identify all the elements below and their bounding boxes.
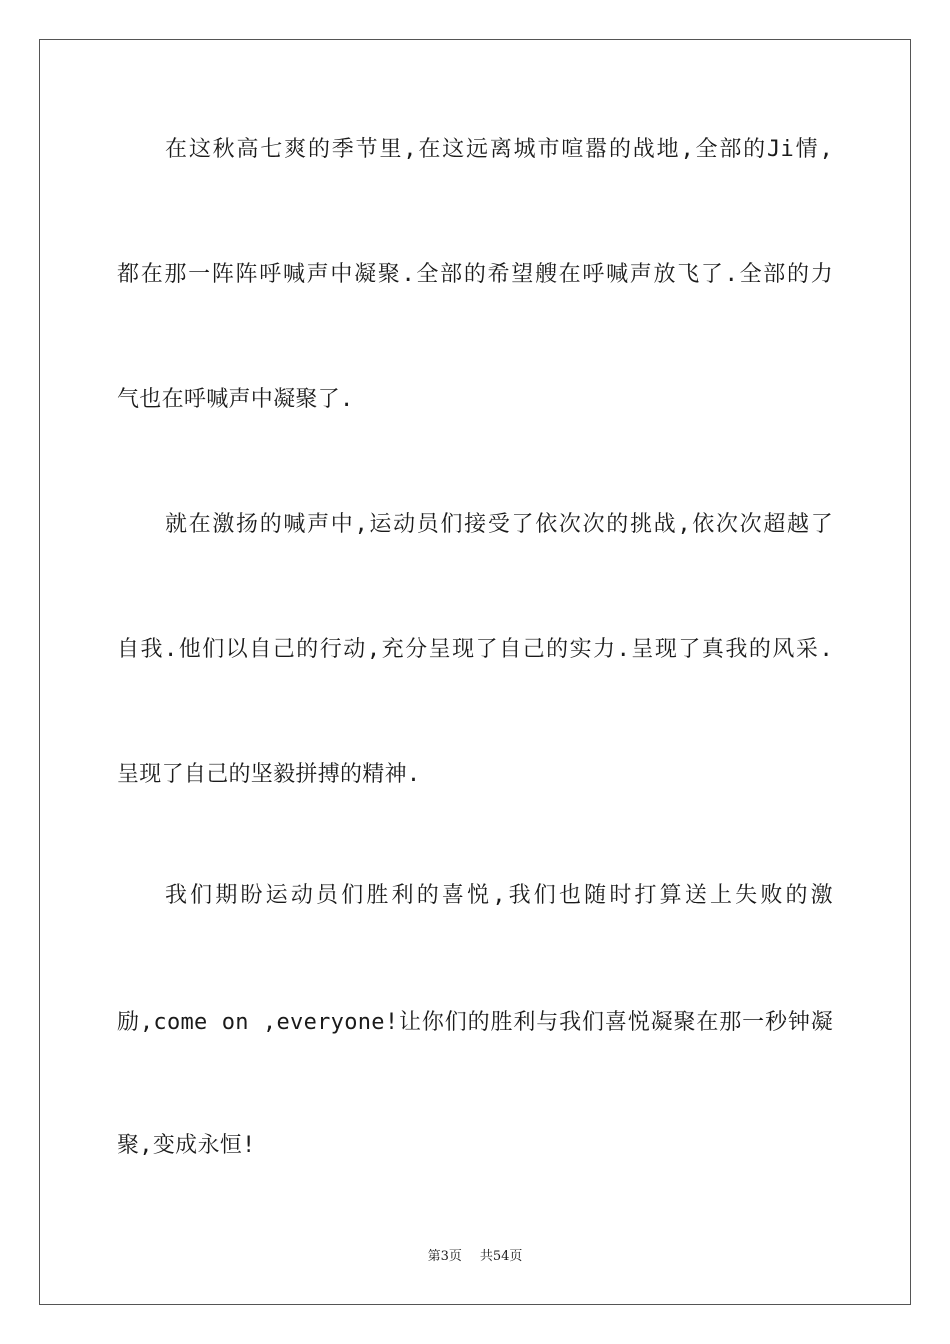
paragraph-2-line-3: 呈现了自己的坚毅拼搏的精神. — [117, 762, 421, 787]
page-number-total: 共54页 — [479, 1249, 523, 1264]
paragraph-3-line-1: 我们期盼运动员们胜利的喜悦,我们也随时打算送上失败的激 — [165, 883, 833, 908]
paragraph-1-line-1: 在这秋高七爽的季节里,在这远离城市喧嚣的战地,全部的Ji情, — [165, 137, 833, 162]
paragraph-3-line-2: 励,come on ,everyone!让你们的胜利与我们喜悦凝聚在那一秒钟凝 — [117, 1010, 833, 1035]
page-frame — [39, 39, 911, 1305]
paragraph-2-line-2: 自我.他们以自己的行动,充分呈现了自己的实力.呈现了真我的风采. — [117, 637, 833, 662]
paragraph-1-line-3: 气也在呼喊声中凝聚了. — [117, 387, 354, 412]
page-number-current: 第3页 — [427, 1249, 462, 1264]
paragraph-2-line-1: 就在激扬的喊声中,运动员们接受了依次次的挑战,依次次超越了 — [165, 512, 833, 537]
paragraph-1-line-2: 都在那一阵阵呼喊声中凝聚.全部的希望艘在呼喊声放飞了.全部的力 — [117, 262, 833, 287]
page-footer — [0, 1248, 950, 1266]
paragraph-3-line-3: 聚,变成永恒! — [117, 1133, 256, 1158]
